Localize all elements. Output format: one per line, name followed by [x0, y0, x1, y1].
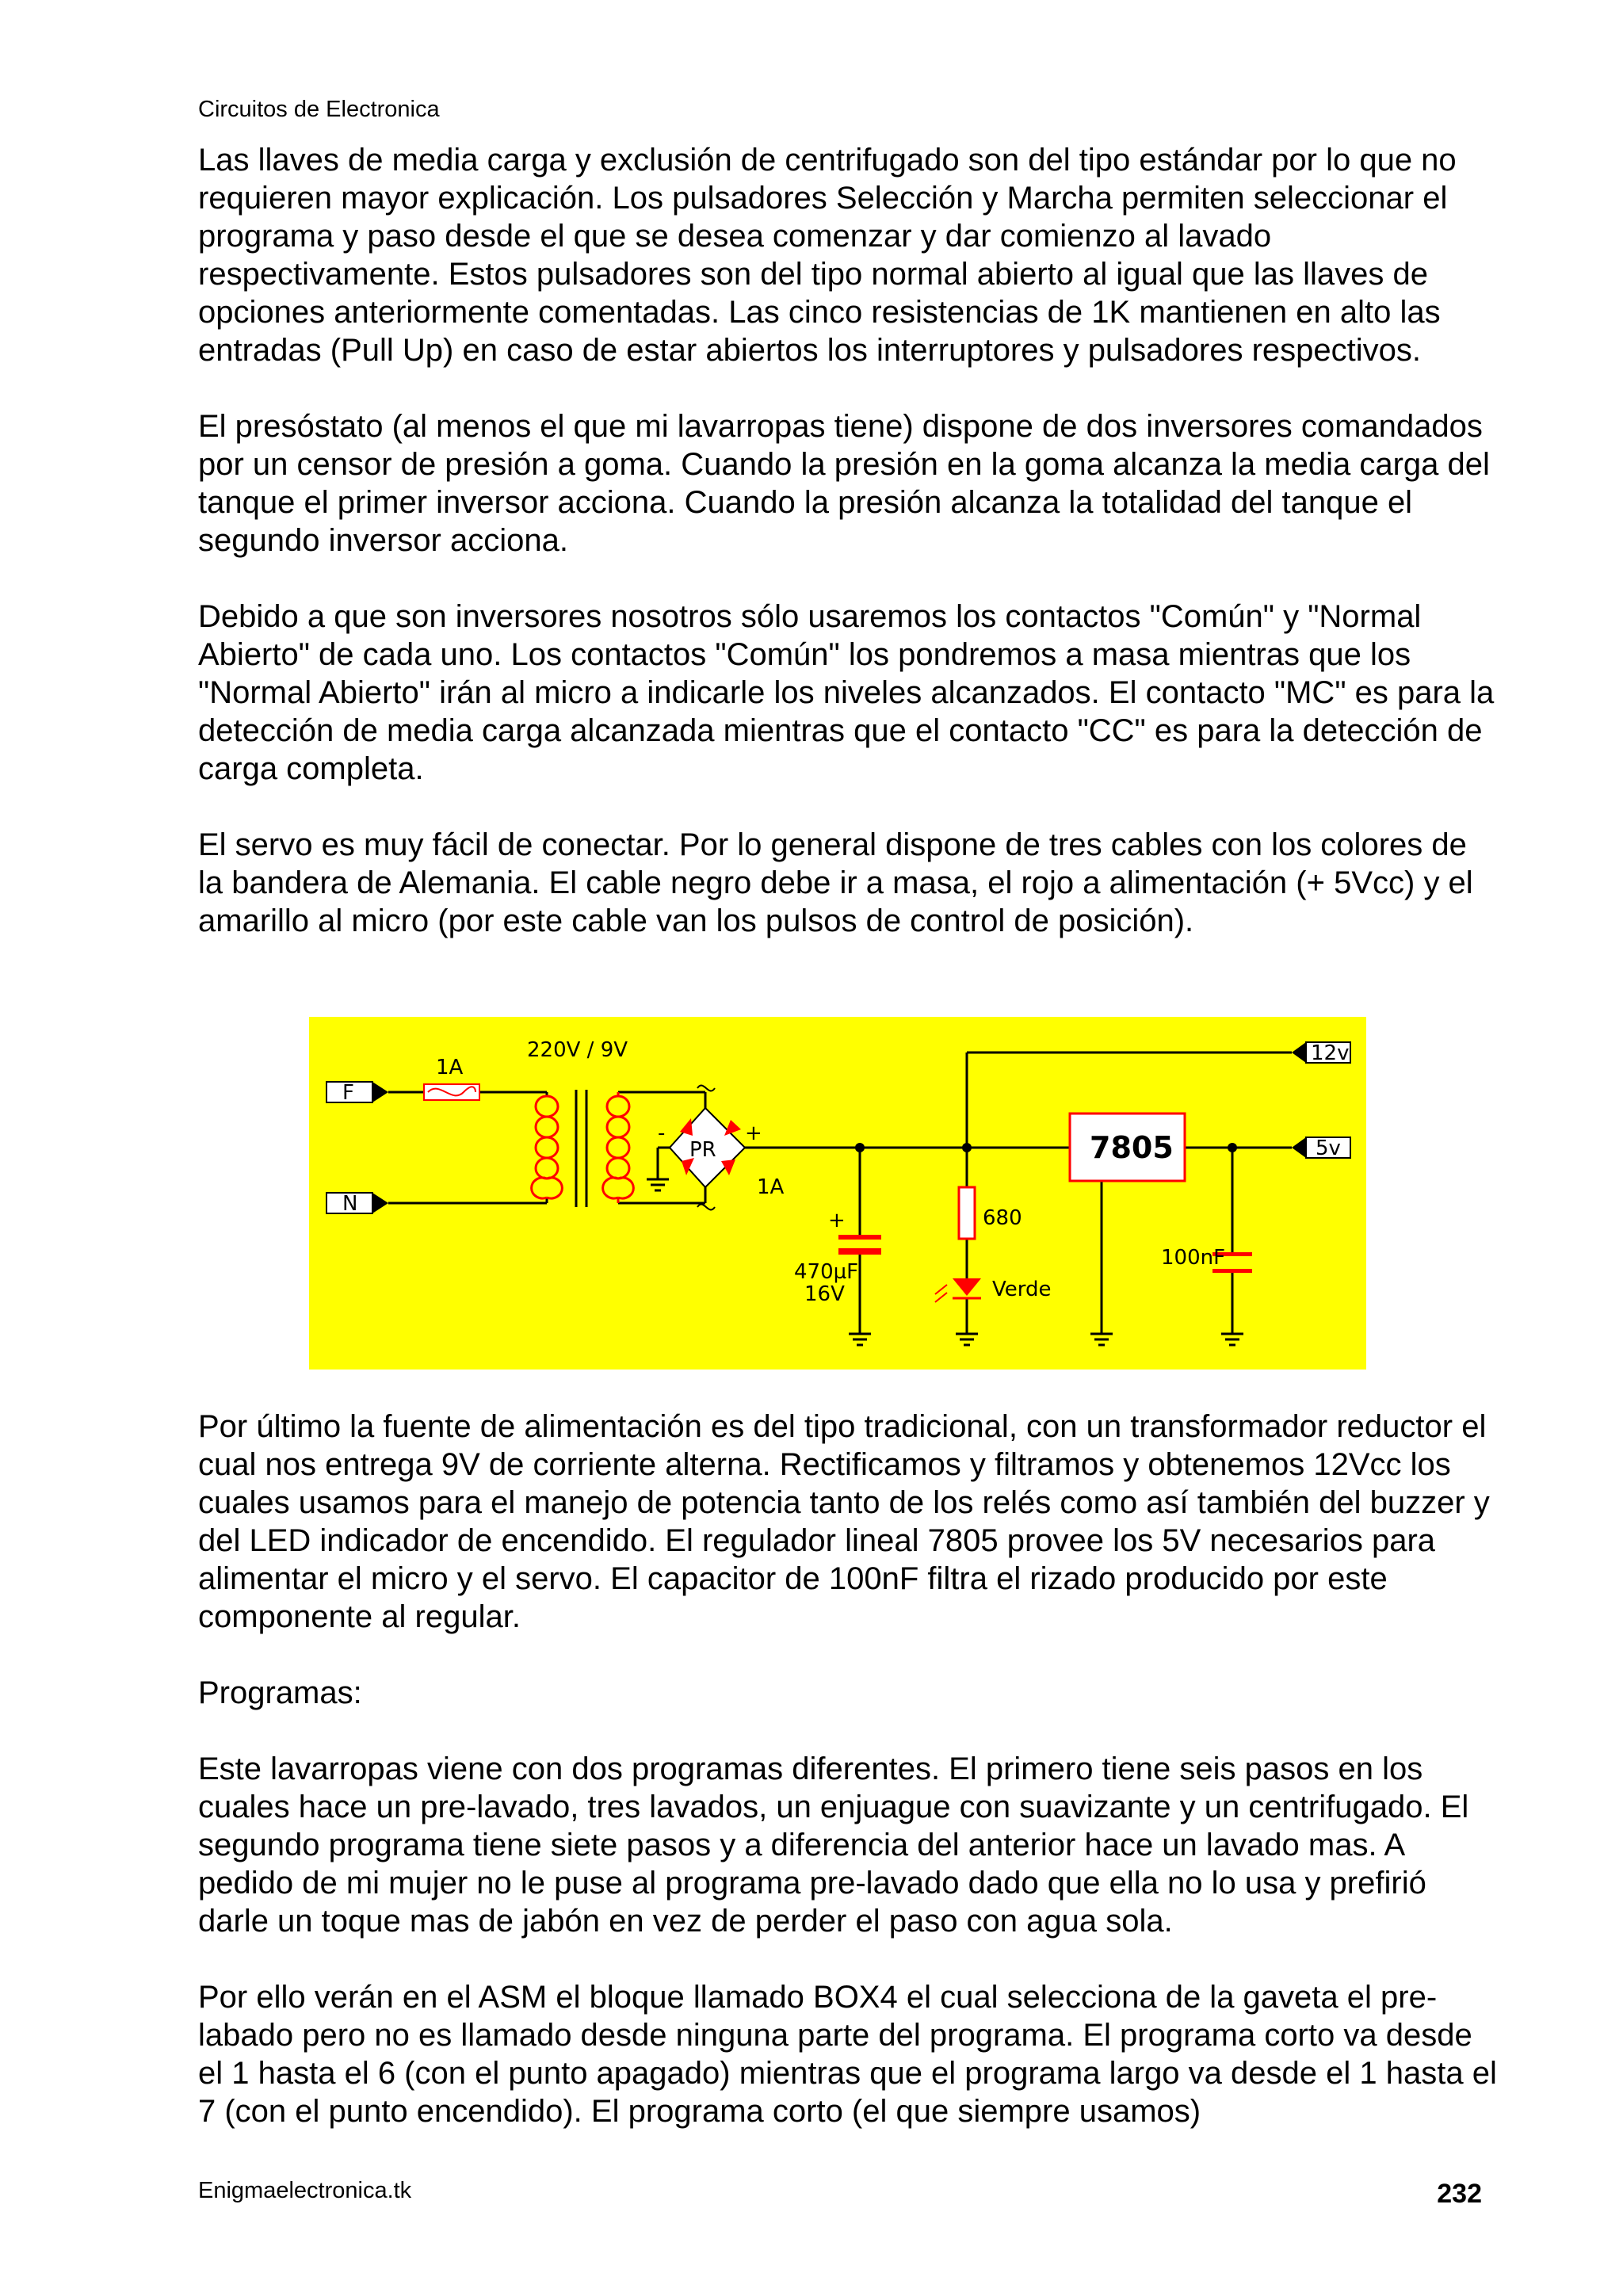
bridge-current-label: 1A [757, 1175, 785, 1199]
paragraph: Debido a que son inversores nosotros sólo usaremos los contactos "Común" y "Normal Abierto" de cada uno. Los contactos "Común" los pondremos a masa mientras que los "Normal Abierto" irán al micro a indicarle los niveles alcanzados. El contacto "MC" es para la detección de media carga alcanzada mientras que el contacto "CC" es para la detección de carga completa. [198, 599, 1495, 786]
schematic-background [309, 1017, 1366, 1370]
transformer-rating-label: 220V / 9V [527, 1038, 628, 1062]
cap-polarity: + [828, 1209, 846, 1232]
body-text-bottom [198, 1408, 1498, 2130]
cap-main-value-label: 470µF [794, 1260, 859, 1284]
regulator-7805 [1070, 1114, 1185, 1181]
terminal-label: 5v [1316, 1137, 1341, 1160]
terminal-label: N [342, 1192, 358, 1216]
body-text-top [198, 141, 1498, 940]
fuse-rating-label: 1A [436, 1056, 464, 1079]
footer-site: Enigmaelectronica.tk [198, 2178, 412, 2203]
terminal-label: F [342, 1081, 354, 1105]
paragraph: El presóstato (al menos el que mi lavarropas tiene) dispone de dos inversores comandados por un censor de presión a goma. Cuando la presión en la goma alcanza la media carga del tanque el primer inversor acciona. Cuando la presión alcanza la totalidad del tanque el segundo inversor acciona. [198, 409, 1490, 558]
paragraph: Por último la fuente de alimentación es del tipo tradicional, con un transformador reductor el cual nos entrega 9V de corriente alterna. Rectificamos y filtramos y obtenemos 12Vcc los cuales usamos para el manejo de potencia tanto de los relés como así también del buzzer y del LED indicador de encendido. El regulador lineal 7805 provee los 5V necesarios para alimentar el micro y el servo. El capacitor de 100nF filtra el rizado producido por este componente al regular. [198, 1409, 1490, 1634]
page-number: 232 [1437, 2179, 1482, 2209]
resistor-value-label: 680 [983, 1206, 1022, 1230]
bridge-label: PR [689, 1138, 716, 1162]
cap-out-value-label: 100nF [1161, 1246, 1226, 1270]
section-heading: Programas: [198, 1675, 362, 1710]
paragraph: Las llaves de media carga y exclusión de centrifugado son del tipo estándar por lo que no requieren mayor explicación. Los pulsadores Selección y Marcha permiten seleccionar el programa y paso desde el que se desea comenzar y dar comienzo al lavado respectivamente. Estos pulsadores son del tipo normal abierto al igual que las llaves de opciones anteriormente comentadas. Las cinco resistencias de 1K mantienen en alto las entradas (Pull Up) en caso de estar abiertos los interruptores y pulsadores respectivos. [198, 143, 1457, 368]
regulator-label: 7805 [1090, 1130, 1174, 1165]
bridge-plus-label: + [745, 1121, 762, 1145]
schematic-svg [309, 1017, 1366, 1370]
power-supply-schematic [309, 1017, 1366, 1370]
terminal-label: 12v [1311, 1041, 1350, 1065]
led-label: Verde [992, 1278, 1052, 1301]
paragraph: Este lavarropas viene con dos programas diferentes. El primero tiene seis pasos en los cuales hace un pre-lavado, tres lavados, un enjuague con suavizante y un centrifugado. El segundo programa tiene siete pasos y a diferencia del anterior hace un lavado mas. A pedido de mi mujer no le puse al programa pre-lavado dado que ella no lo usa y prefirió darle un toque mas de jabón en vez de perder el paso con agua sola. [198, 1752, 1469, 1939]
page-header: Circuitos de Electronica [198, 97, 440, 122]
cap-main-voltage-label: 16V [804, 1282, 845, 1306]
paragraph: El servo es muy fácil de conectar. Por lo general dispone de tres cables con los colores de la bandera de Alemania. El cable negro debe ir a masa, el rojo a alimentación (+ 5Vcc) y el amarillo al micro (por este cable van los pulsos de control de posición). [198, 827, 1473, 938]
bridge-minus-label: - [658, 1121, 666, 1145]
paragraph: Por ello verán en el ASM el bloque llamado BOX4 el cual selecciona de la gaveta el pre-labado pero no es llamado desde ninguna parte del programa. El programa corto va desde el 1 hasta el 6 (con el punto apagado) mientras que el programa largo va desde el 1 hasta el 7 (con el punto encendido). El programa corto (el que siempre usamos) [198, 1980, 1497, 2129]
